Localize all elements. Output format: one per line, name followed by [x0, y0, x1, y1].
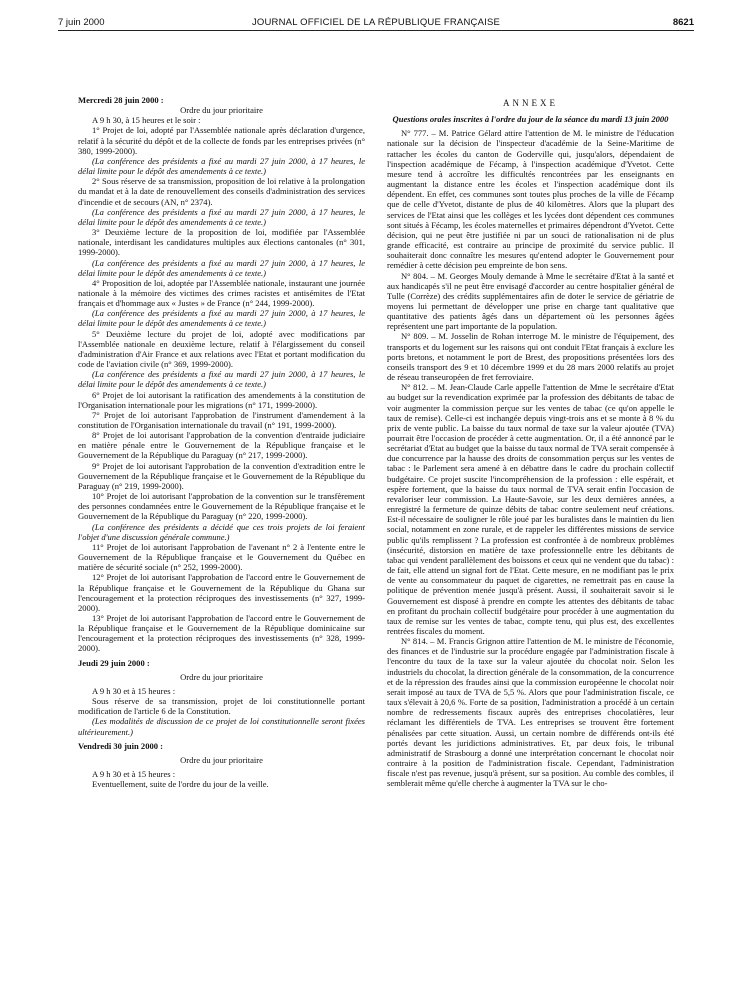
agenda-item: Eventuellement, suite de l'ordre du jour de la veille. — [92, 779, 269, 790]
agenda-item: 1° Projet de loi, adopté par l'Assemblée nationale après déclaration d'urgence, relatif à la sécurité du dépôt et de la collecte de fonds par les entreprises privées (n° 380, 1999-2000). — [78, 125, 365, 156]
issue-date: 7 juin 2000 — [58, 17, 105, 28]
session-time: A 9 h 30 et à 15 heures : — [92, 769, 176, 779]
agenda-item: 7° Projet de loi autorisant l'approbation de l'instrument d'amendement à la constitution de l'Organisation internationale du travail (n° 191, 1999-2000). — [78, 409, 365, 430]
left-column — [78, 93, 365, 789]
questions-title: Questions orales inscrites à l'ordre du jour de la séance du mardi 13 juin 2000 — [392, 114, 669, 125]
agenda-item: Sous réserve de sa transmission, projet de loi constitutionnelle portant modification de l'article 6 de la Constitution. — [78, 696, 365, 717]
agenda-items — [78, 125, 365, 653]
agenda-item: 13° Projet de loi autorisant l'approbation de l'accord entre le Gouvernement de la République française et le Gouvernement de la République dominicaine sur l'encouragement et la protection réciproques des investissements (n° 328, 1999-2000). — [78, 612, 365, 654]
day-heading: Vendredi 30 juin 2000 : — [78, 740, 164, 751]
oral-question: N° 812. – M. Jean-Claude Carle appelle l'attention de Mme le secrétaire d'Etat au budget sur la revendication exprimée par la profession des débitants de tabac de voir augmenter la commission perçue sur les ventes de tabac (ce qu'on appelle le taux de remise). Celle-ci est inchangée depuis vingt-trois ans et se monte à 8 % du prix de vente public. La baisse du taux normal de taxe sur la valeur ajoutée (TVA) pourrait être l'occasion de procéder à cette augmentation. Or, il a été annoncé par le secrétariat d'Etat au budget que la baisse du taux normal de TVA serait compensée à due concurrence par la hausse des droits de consommation perçus sur les ventes de tabac : le Parlement sera amené à en débattre dans le cadre du prochain collectif budgétaire. Ce projet suscite l'incompréhension de la profession : elle espérait, et espère fortement, que la baisse du taux normal de TVA serait enfin l'occasion de revaloriser leur commission. La Haute-Savoie, sur les deux dernières années, a enregistré la fermeture de quinze débits de tabac contre seulement neuf créations. Est-il nécessaire de souligner le rôle joué par les buralistes dans le maintien du lien social, notamment en zone rurale, et de rappeler les différentes missions de service public qu'ils remplissent ? La profession est confrontée à de nombreux problèmes (insécurité, distorsion en matière de taxe professionnelle entre les débitants de tabac qui vendent parallèlement des boissons et ceux qui ne vendent que du tabac) : de fait, elle attend un signal fort de l'Etat. Cette mesure, en ne modifiant pas le prix de vente au consommateur du paquet de cigarettes, ne remettrait pas en cause la politique de prévention menée jusqu'à présent. Aussi, il souhaiterait savoir si le Gouvernement est disposé à prendre en compte les attentes des débitants de tabac en profitant du prochain collectif budgétaire pour procéder à une augmentation du taux de remise sur les ventes de tabac, compte tenu, qui plus est, des excellentes rentrées fiscales du moment. — [387, 382, 674, 636]
agenda-note: (La conférence des présidents a fixé au mardi 27 juin 2000, à 17 heures, le délai limite pour le dépôt des amendements à ce texte.) — [78, 257, 365, 278]
oral-question: N° 804. – M. Georges Mouly demande à Mme le secrétaire d'Etat à la santé et aux handicapés s'il ne peut être envisagé d'accorder au centre hospitalier général de Tulle (Corrèze) des crédits supplémentaires afin de doter le service de gériatrie de moyens lui permettant de développer une prise en charge tant qualitative que quantitative des patients âgés dans un département où les personnes âgées représentent une part importante de la population. — [387, 270, 674, 332]
agenda-item: 10° Projet de loi autorisant l'approbation de la convention sur le transfèrement des personnes condamnées entre le Gouvernement de la République française et le Gouvernement de la République du Paraguay (n° 220, 1999-2000). — [78, 491, 365, 522]
header-rule — [58, 30, 694, 31]
journal-title: JOURNAL OFFICIEL DE LA RÉPUBLIQUE FRANÇAISE — [251, 17, 501, 28]
oral-question: N° 814. – M. Francis Grignon attire l'attention de M. le ministre de l'économie, des finances et de l'industrie sur la procédure engagée par l'administration fiscale à l'encontre du taux de la taxe sur la valeur ajoutée du chocolat noir. Selon les industriels du chocolat, la direction générale de la consommation, de la concurrence et de la répression des fraudes ainsi que la commission européenne le chocolat noir serait imposé au taux de TVA de 5,5 %. Alors que pour l'administration fiscale, ce taux s'élevait à 20,6 %. Forte de sa position, l'administration a procédé à un certain nombre de redressements fiscaux auprès des entreprises chocolatières, leur réclamant les différentiels de TVA. Les entreprises se trouvent être fortement pénalisées par cette situation. Aussi, un certain nombre de différends ont-ils été portés devant les juridictions administratives. Et, par deux fois, le tribunal administratif de Strasbourg a donné une interprétation concernant le chocolat noir contraire à la position de l'administration fiscale. Cependant, l'administration fiscale n'est pas revenue, jusqu'à présent, sur sa position. Au comble des combles, il semblerait même qu'elle cherche à augmenter la TVA sur le cho- — [387, 636, 674, 789]
agenda-item: 4° Proposition de loi, adoptée par l'Assemblée nationale, instaurant une journée nationale à la mémoire des victimes des crimes racistes et antisémites de l'Etat français et d'hommage aux « Justes » de France (n° 244, 1999-2000). — [78, 277, 365, 309]
right-column — [387, 98, 674, 788]
agenda-item: 3° Deuxième lecture de la proposition de loi, modifiée par l'Assemblée nationale, interdisant les candidatures multiples aux élections cantonales (n° 301, 1999-2000). — [78, 227, 365, 258]
agenda-item: 8° Projet de loi autorisant l'approbation de la convention d'entraide judiciaire en matière pénale entre le Gouvernement de la République française et le Gouvernement de la République du Paraguay (n° 217, 1999-2000). — [78, 430, 365, 461]
page-header — [58, 14, 694, 30]
oral-question: N° 809. – M. Josselin de Rohan interroge M. le ministre de l'équipement, des transports et du logement sur les raisons qui ont conduit l'Etat français à exclure les ports bretons, et notamment le port de Brest, des propositions présentées lors des conseils transport des 9 et 10 décembre 1999 et du 28 mars 2000 relatifs au projet de réseau transeuropéen de fret ferroviaire. — [387, 331, 674, 383]
agenda-note: (La conférence des présidents a fixé au mardi 27 juin 2000, à 17 heures, le délai limite pour le dépôt des amendements à ce texte.) — [78, 308, 365, 329]
agenda-note: (La conférence des présidents a fixé au mardi 27 juin 2000, à 17 heures, le délai limite pour le dépôt des amendements à ce texte.) — [78, 369, 365, 390]
agenda-item: 11° Projet de loi autorisant l'approbation de l'avenant n° 2 à l'entente entre le Gouvernement de la République française et le Gouvernement du Québec en matière de sécurité sociale (n° 252, 1999-2000). — [78, 541, 365, 573]
order-label: Ordre du jour prioritaire — [180, 754, 263, 765]
day-heading: Mercredi 28 juin 2000 : — [78, 95, 164, 105]
agenda-item: 5° Deuxième lecture du projet de loi, adopté avec modifications par l'Assemblée nationale en deuxième lecture, relatif à l'élargissement du conseil d'administration d'Air France et aux relations avec l'Etat et portant modification du code de l'aviation civile (n° 369, 1999-2000). — [78, 328, 365, 370]
agenda-note: (Les modalités de discussion de ce projet de loi constitutionnelle seront fixées ultérieurement.) — [78, 716, 365, 737]
order-label: Ordre du jour prioritaire — [180, 105, 263, 116]
session-time: A 9 h 30, à 15 heures et le soir : — [92, 115, 201, 126]
annex-heading: ANNEXE — [503, 98, 558, 108]
agenda-item: 9° Projet de loi autorisant l'approbation de la convention d'extradition entre le Gouvernement de la République française et le Gouvernement de la République du Paraguay (n° 219, 1999-2000). — [78, 460, 365, 491]
agenda-note: (La conférence des présidents a décidé que ces trois projets de loi feraient l'objet d'une discussion générale commune.) — [78, 521, 365, 542]
oral-question: N° 777. – M. Patrice Gélard attire l'attention de M. le ministre de l'éducation nationale sur la décision de l'inspecteur d'académie de la Seine-Maritime de rattacher les écoles du canton de Goderville qui, jusqu'alors, dépendaient de l'inspection académique de Fécamp, à l'inspection académique d'Yvetot. Cette mesure tend à accroître les difficultés rencontrées par les enseignants en augmentant la distance entre les écoles et l'inspection académique dont ils dépendent. En effet, ces communes sont toutes plus proches de la ville de Fécamp que de celle d'Yvetot, distante de plus de 40 kilomètres. Alors que la plupart des services de l'Etat ainsi que les collèges et les lycées dont dépendent ces communes sont situés à Fécamp, les écoles maternelles et primaires dépendront d'Yvetot. Cette décision, qui ne peut être justifiée ni par un souci de rationalisation ni de plus grande efficacité, est contraire au principe de proximité du service public. Il souhaiterait donc connaître les mesures qu'entend adopter le Gouvernement pour remédier à cette décision peu empreinte de bon sens. — [387, 128, 674, 271]
agenda-item: 6° Projet de loi autorisant la ratification des amendements à la constitution de l'Organisation internationale pour les migrations (n° 171, 1999-2000). — [78, 389, 365, 410]
day-heading: Jeudi 29 juin 2000 : — [78, 657, 150, 668]
page-number: 8621 — [672, 17, 694, 28]
questions-list — [387, 128, 674, 788]
agenda-note: (La conférence des présidents a fixé au mardi 27 juin 2000, à 17 heures, le délai limite pour le dépôt des amendements à ce texte.) — [78, 155, 365, 177]
agenda-item: 2° Sous réserve de sa transmission, proposition de loi relative à la prolongation du mandat et à la date de renouvellement des conseils d'administration des services d'incendie et de secours (AN, n° 2374). — [78, 176, 365, 207]
session-time: A 9 h 30 et à 15 heures : — [92, 685, 176, 696]
agenda-note: (La conférence des présidents a fixé au mardi 27 juin 2000, à 17 heures, le délai limite pour le dépôt des amendements à ce texte.) — [78, 206, 365, 227]
agenda-item: 12° Projet de loi autorisant l'approbation de l'accord entre le Gouvernement de la République française et le Gouvernement de la République du Ghana sur l'encouragement et la protection réciproques des investissements (n° 327, 1999-2000). — [78, 572, 365, 613]
order-label: Ordre du jour prioritaire — [180, 671, 263, 682]
